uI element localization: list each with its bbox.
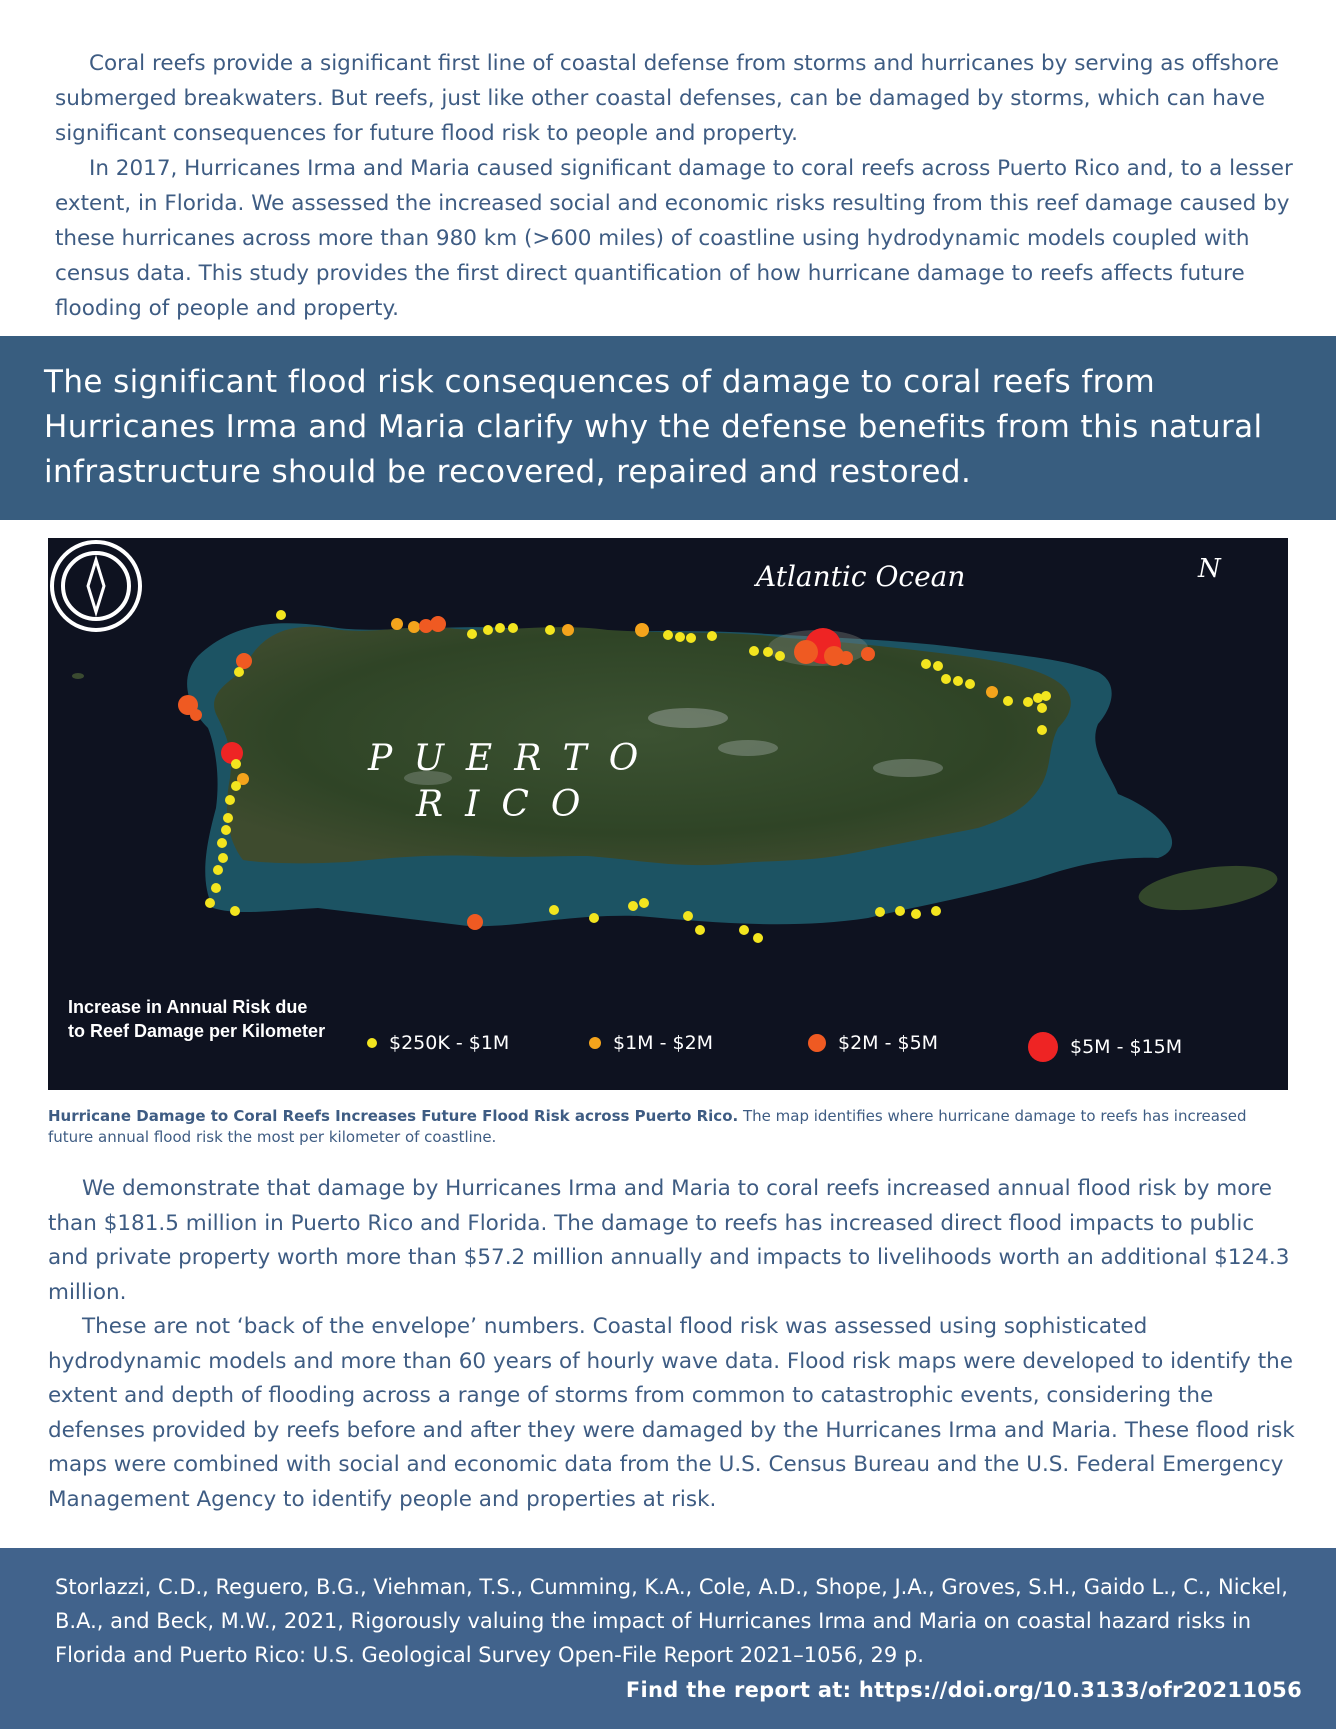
risk-point bbox=[1037, 725, 1047, 735]
risk-point bbox=[495, 623, 505, 633]
map-caption bbox=[48, 1106, 1293, 1148]
risk-point bbox=[231, 759, 241, 769]
ocean-label: Atlantic Ocean bbox=[756, 560, 966, 593]
risk-point bbox=[965, 679, 975, 689]
risk-point bbox=[190, 709, 202, 721]
risk-point bbox=[794, 640, 818, 664]
intro-paragraph-1: Coral reefs provide a significant first line of coastal defense from storms and hurricanes by serving as offshore submerged breakwaters. But reefs, just like other coastal defenses, can be damaged by storms, which can have significant consequences for future flood risk to people and property. bbox=[55, 51, 1280, 146]
risk-point bbox=[430, 616, 446, 632]
legend-item-1 bbox=[367, 1032, 509, 1054]
risk-point bbox=[933, 661, 943, 671]
risk-point bbox=[211, 883, 221, 893]
risk-point bbox=[545, 625, 555, 635]
body-paragraph-2: These are not ‘back of the envelope’ numbers. Coastal flood risk was assessed using sophisticated hydrodynamic models and more than 60 years of hourly wave data. Flood risk maps were developed to identify the extent and depth of flooding across a range of storms from common to catastrophic events, considering the defenses provided by reefs before and after they were damaged by the Hurricanes Irma and Maria. These flood risk maps were combined with social and economic data from the U.S. Census Bureau and the U.S. Federal Emergency Management Agency to identify people and properties at risk. bbox=[48, 1314, 1295, 1512]
risk-point bbox=[231, 781, 241, 791]
legend-dot-orange bbox=[589, 1037, 601, 1049]
legend-dot-yellow bbox=[367, 1038, 377, 1048]
cloud-patch bbox=[718, 740, 778, 756]
intro-paragraph-2: In 2017, Hurricanes Irma and Maria caused significant damage to coral reefs across Puerto Rico and, to a lesser extent, in Florida. We assessed the increased social and economic risks resulting from this reef damage caused by these hurricanes across more than 980 km (>600 miles) of coastline using hydrodynamic models coupled with census data. This study provides the first direct quantification of how hurricane damage to reefs affects future flooding of people and property. bbox=[55, 156, 1293, 321]
risk-point bbox=[276, 610, 286, 620]
risk-point bbox=[763, 647, 773, 657]
risk-point bbox=[1041, 691, 1051, 701]
risk-point bbox=[986, 686, 998, 698]
risk-point bbox=[589, 913, 599, 923]
risk-point bbox=[408, 621, 420, 633]
risk-point bbox=[875, 907, 885, 917]
caption-title: Hurricane Damage to Coral Reefs Increases Future Flood Risk across Puerto Rico. bbox=[48, 1107, 739, 1125]
key-message-text: The significant flood risk consequences of damage to coral reefs from Hurricanes Irma and Maria clarify why the defense benefits from this natural infrastructure should be recovered, repaired and restored. bbox=[44, 364, 1263, 490]
risk-point bbox=[562, 624, 574, 636]
risk-point bbox=[221, 825, 231, 835]
report-link[interactable]: Find the report at: https://doi.org/10.3133/ofr20211056 bbox=[625, 1678, 1302, 1702]
risk-point bbox=[695, 925, 705, 935]
risk-point bbox=[739, 925, 749, 935]
island-name-line1: PUERTO bbox=[368, 738, 661, 779]
risk-point bbox=[635, 623, 649, 637]
cloud-patch bbox=[648, 708, 728, 728]
risk-point bbox=[213, 865, 223, 875]
risk-point bbox=[230, 906, 240, 916]
risk-point bbox=[467, 914, 483, 930]
legend-title: Increase in Annual Risk due to Reef Damage per Kilometer bbox=[68, 997, 326, 1041]
caption-text: The map identifies where hurricane damage to reefs has increased future annual flood risk the most per kilometer of coastline. bbox=[48, 1107, 1247, 1146]
risk-point bbox=[683, 911, 693, 921]
legend-item-2 bbox=[589, 1032, 713, 1054]
legend-label-3: $2M - $5M bbox=[838, 1032, 939, 1054]
risk-point bbox=[911, 909, 921, 919]
risk-point bbox=[628, 901, 638, 911]
risk-point bbox=[895, 906, 905, 916]
risk-point bbox=[218, 853, 228, 863]
body-paragraph-1: We demonstrate that damage by Hurricanes Irma and Maria to coral reefs increased annual flood risk by more than $181.5 million in Puerto Rico and Florida. The damage to reefs has increased direct flood impacts to public and private property worth more than $57.2 million annually and impacts to livelihoods worth an additional $124.3 million. bbox=[48, 1176, 1290, 1305]
island-name-line2: RICO bbox=[416, 784, 603, 825]
risk-point bbox=[508, 623, 518, 633]
risk-point bbox=[1023, 697, 1033, 707]
east-island-vieques bbox=[1136, 858, 1280, 917]
legend-item-4 bbox=[1028, 1032, 1182, 1062]
risk-point bbox=[941, 674, 951, 684]
risk-point bbox=[205, 898, 215, 908]
footer bbox=[0, 1548, 1336, 1729]
risk-point bbox=[921, 659, 931, 669]
risk-point bbox=[225, 795, 235, 805]
legend-dot-dark-orange bbox=[808, 1034, 826, 1052]
risk-point bbox=[549, 905, 559, 915]
risk-point bbox=[749, 646, 759, 656]
puerto-rico-risk-map bbox=[48, 538, 1288, 1090]
risk-point bbox=[467, 629, 477, 639]
risk-point bbox=[1037, 703, 1047, 713]
legend-label-2: $1M - $2M bbox=[613, 1032, 714, 1054]
risk-point bbox=[223, 813, 233, 823]
risk-point bbox=[775, 651, 785, 661]
risk-point bbox=[391, 618, 403, 630]
cloud-patch bbox=[873, 759, 943, 777]
risk-point bbox=[639, 898, 649, 908]
west-islet bbox=[72, 673, 84, 679]
risk-point bbox=[234, 667, 244, 677]
risk-point bbox=[675, 632, 685, 642]
legend-dot-red bbox=[1028, 1032, 1058, 1062]
risk-point bbox=[217, 838, 227, 848]
risk-point bbox=[953, 676, 963, 686]
risk-point bbox=[483, 625, 493, 635]
risk-point bbox=[236, 653, 252, 669]
risk-point bbox=[707, 631, 717, 641]
risk-point bbox=[839, 651, 853, 665]
risk-point bbox=[753, 933, 763, 943]
citation: Storlazzi, C.D., Reguero, B.G., Viehman, T.S., Cumming, K.A., Cole, A.D., Shope, J.A., Groves, S.H., Gaido L., C., Nickel, B.A., and Beck, M.W., 2021, Rigorously valuing the impact of Hurricanes Irma and Maria on coastal hazard risks in Florida and Puerto Rico: U.S. Geological Survey Open-File Report 2021–1056, 29 p. bbox=[55, 1575, 1288, 1667]
key-message-banner bbox=[0, 336, 1336, 520]
legend-item-3 bbox=[808, 1032, 938, 1054]
risk-point bbox=[663, 630, 673, 640]
legend-label-4: $5M - $15M bbox=[1070, 1036, 1183, 1058]
compass-icon bbox=[48, 538, 144, 634]
risk-point bbox=[686, 633, 696, 643]
risk-point bbox=[861, 647, 875, 661]
risk-point bbox=[931, 906, 941, 916]
north-label: N bbox=[1198, 554, 1221, 584]
risk-point bbox=[1003, 696, 1013, 706]
body-text bbox=[48, 1172, 1298, 1517]
legend-label-1: $250K - $1M bbox=[389, 1032, 510, 1054]
intro-text bbox=[55, 46, 1295, 326]
